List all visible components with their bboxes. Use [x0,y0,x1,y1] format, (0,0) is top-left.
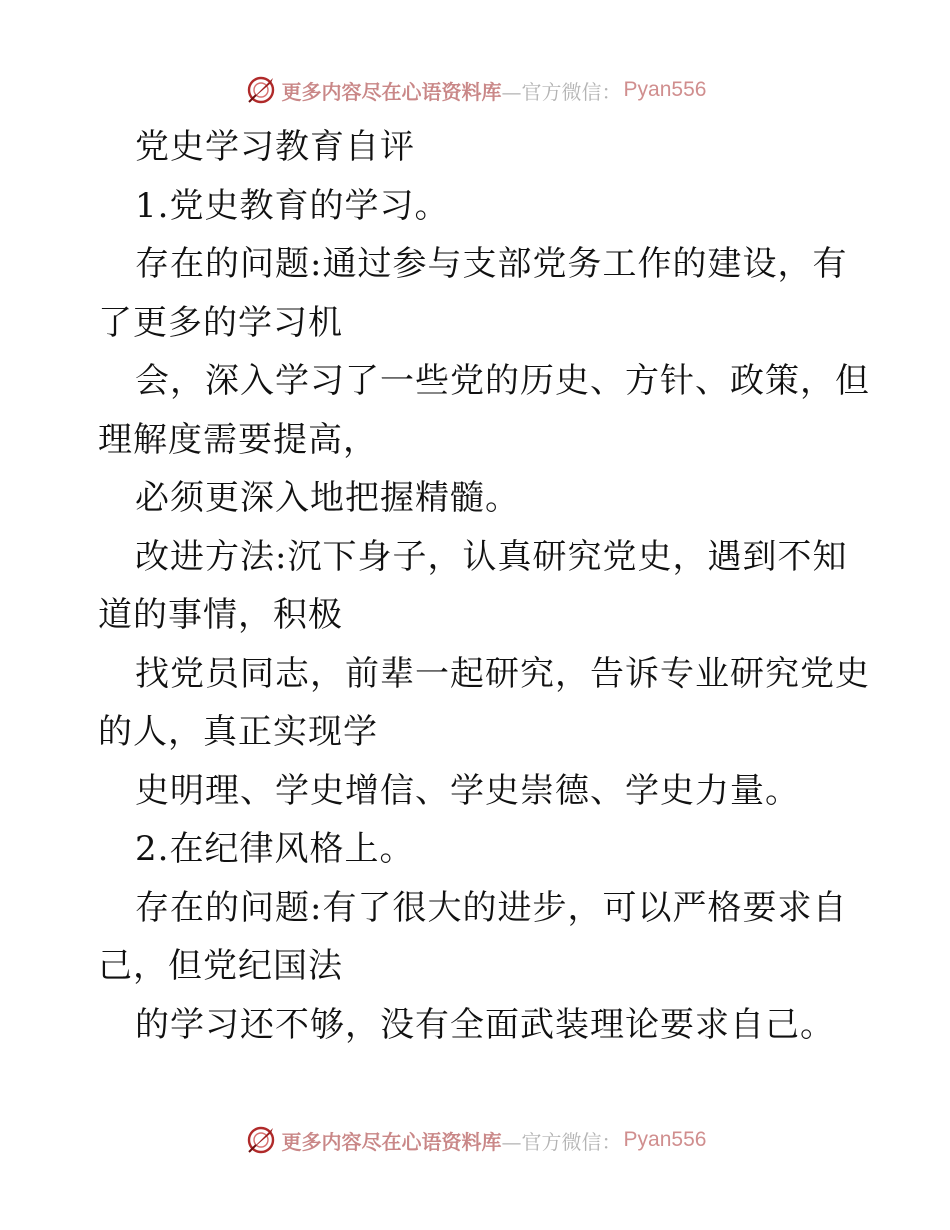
doc-title: 党史学习教育自评 [135,127,415,167]
banner-wechat-label: —官方微信： [501,1129,622,1154]
paragraph-line: 道的事情，积极 [98,595,343,635]
banner-site-text: 更多内容尽在心语资料库 [281,79,502,104]
paragraph-line: 的学习还不够，没有全面武装理论要求自己。 [135,1004,835,1045]
paragraph-line: 了更多的学习机 [98,302,343,343]
paragraph-line: 的人，真正实现学 [98,712,378,752]
paragraph-line: 存在的问题:通过参与支部党务工作的建设，有 [135,244,848,284]
paragraph-line: 会，深入学习了一些党的历史、方针、政策，但 [135,361,870,401]
paragraph-line: 己，但党纪国法 [98,946,343,986]
quill-logo-icon [244,1123,278,1157]
paragraph-line: 理解度需要提高， [98,419,378,460]
document-body [98,118,868,1054]
banner-wechat-id: Pyan556 [623,78,707,101]
paragraph-line: 找党员同志，前辈一起研究，告诉专业研究党史 [135,653,870,694]
quill-logo-icon [244,73,278,107]
paragraph-line: 史明理、学史增信、学史崇德、学史力量。 [135,770,800,811]
section-heading-2: 2.在纪律风格上。 [135,829,415,869]
banner-wechat-label: —官方微信： [501,79,622,104]
paragraph-line: 改进方法:沉下身子，认真研究党史，遇到不知 [135,536,848,577]
footer-banner [0,1120,950,1160]
banner-site-text: 更多内容尽在心语资料库 [281,1129,502,1154]
header-banner [0,70,950,110]
paragraph-line: 必须更深入地把握精髓。 [135,478,520,518]
banner-wechat-id: Pyan556 [623,1128,707,1151]
section-heading-1: 1.党史教育的学习。 [135,185,450,226]
paragraph-line: 存在的问题:有了很大的进步，可以严格要求自 [135,887,848,928]
